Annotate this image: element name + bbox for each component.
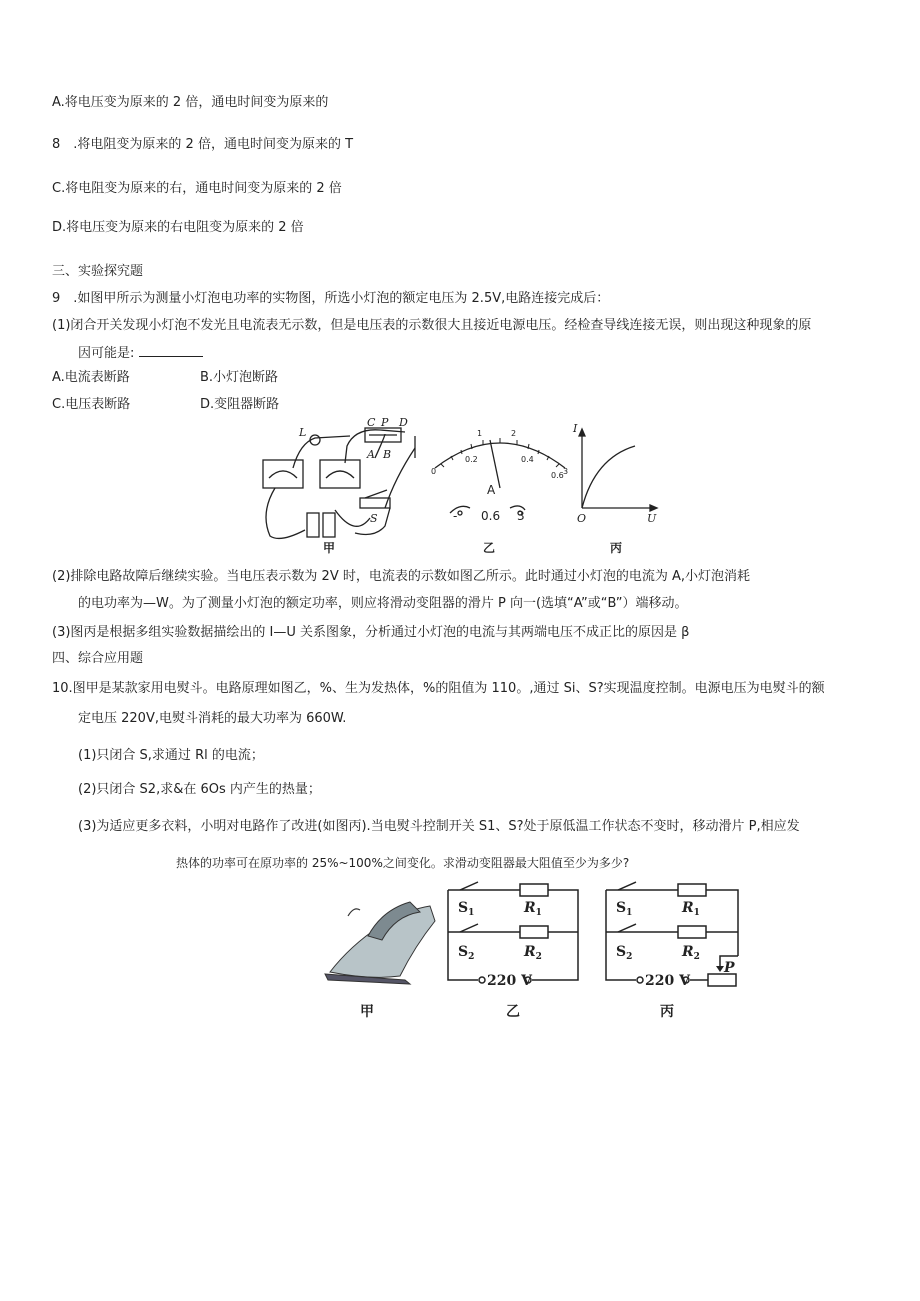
answer-blank [139,344,203,357]
choice-d: D.变阻器断路 [200,397,280,412]
figure-label-yi: 乙 [483,541,496,555]
terminal-b-label: B [383,448,392,461]
question-9-part2-cont: 的电功率为—W。为了测量小灯泡的额定功率，则应将滑动变阻器的滑片 P 向一(选填“A”或“B”）端移动。 [78,596,688,611]
section-3-heading: 三、实验探究题 [52,264,144,279]
circuit-c-s1-label: $S_1$ [616,900,633,918]
figure-10 [320,876,750,1026]
circuit-c-s2-label: $S_2$ [616,944,633,962]
circuit-b-r1-label: $R_1$ [524,900,542,918]
scale-3: 3 [563,467,569,476]
question-10-cont: 定电压 220V,电熨斗消耗的最大功率为 660W. [78,711,347,726]
question-10: 10.图甲是某款家用电熨斗。电路原理如图乙，%、生为发热体，%的阻值为 110。,通过 Si、S?实现温度控制。电源电压为电熨斗的额 [52,681,825,696]
question-9-part1-text: 因可能是: [78,346,135,361]
terminal-minus: - [453,509,458,523]
figure-label-jia: 甲 [323,541,336,555]
circuit-c-slider-label: P [724,960,735,976]
option-a: A.将电压变为原来的 2 倍，通电时间变为原来的 [52,95,329,110]
axis-u-label: U [647,512,657,525]
figure-label-bing: 丙 [610,541,623,555]
lamp-label: L [299,426,307,439]
figure-10-label-yi: 乙 [506,1004,520,1020]
scale-small-0.6: 0.6 [551,471,564,480]
terminal-d-label: D [399,418,408,429]
question-9-part1: (1)闭合开关发现小灯泡不发光且电流表无示数，但是电压表的示数很大且接近电源电压。经检查导线连接无误，则出现这种现象的原 [52,318,812,333]
option-c: C.将电阻变为原来的右，通电时间变为原来的 2 倍 [52,181,342,196]
section-4-heading: 四、综合应用题 [52,651,144,666]
scale-2: 2 [511,429,517,438]
scale-1: 1 [477,429,483,438]
scale-small-0.2: 0.2 [465,455,478,464]
option-d: D.将电压变为原来的右电阻变为原来的 2 倍 [52,220,304,235]
question-10-part3: (3)为适应更多衣料，小明对电路作了改进(如图丙).当电熨斗控制开关 S1、S?处于原低温工作状态不变时，移动滑片 P,相应发 [78,819,800,834]
question-10-part3-cont: 热体的功率可在原功率的 25%~100%之间变化。求滑动变阻器最大阻值至少为多少? [176,856,630,870]
terminal-0.6: 0.6 [481,509,501,523]
choice-a: A.电流表断路 [52,370,130,385]
circuit-b-voltage-label: 220 V [487,973,532,989]
axis-i-label: I [573,422,578,435]
slider-p-label: P [381,418,389,429]
choice-b: B.小灯泡断路 [200,370,279,385]
circuit-b-r2-label: $R_2$ [524,944,542,962]
question-10-part1: (1)只闭合 S,求通过 Rl 的电流； [78,748,264,763]
circuit-b-s1-label: $S_1$ [458,900,475,918]
circuit-c-r2-label: $R_2$ [682,944,700,962]
choice-c: C.电压表断路 [52,397,131,412]
circuit-c-voltage-label: 220 V [645,973,690,989]
question-9-part3: (3)图丙是根据多组实验数据描绘出的 I—U 关系图象，分析通过小灯泡的电流与其两端电压不成正比的原因是 β [52,625,690,640]
terminal-a-label: A [367,448,375,461]
circuit-b-s2-label: $S_2$ [458,944,475,962]
meter-letter: A [487,483,496,497]
question-10-part2: (2)只闭合 S2,求&在 6Os 内产生的热量； [78,782,321,797]
question-9-part2: (2)排除电路故障后继续实验。当电压表示数为 2V 时，电流表的示数如图乙所示。此时通过小灯泡的电流为 A,小灯泡消耗 [52,569,751,584]
figure-10-label-jia: 甲 [360,1004,374,1020]
scale-small-0.4: 0.4 [521,455,534,464]
question-9: 9 .如图甲所示为测量小灯泡电功率的实物图，所选小灯泡的额定电压为 2.5V,电路连接完成后： [52,291,610,306]
switch-s-label: S [370,512,378,525]
option-8: 8 .将电阻变为原来的 2 倍，通电时间变为原来的 T [52,137,354,152]
terminal-3: 3 [517,509,525,523]
circuit-c-r1-label: $R_1$ [682,900,700,918]
terminal-c-label: C [367,418,376,429]
question-9-part1-cont [78,344,203,363]
figure-9 [255,418,675,560]
origin-label: O [577,512,587,525]
scale-0: 0 [431,467,437,476]
figure-10-label-bing: 丙 [660,1004,674,1020]
